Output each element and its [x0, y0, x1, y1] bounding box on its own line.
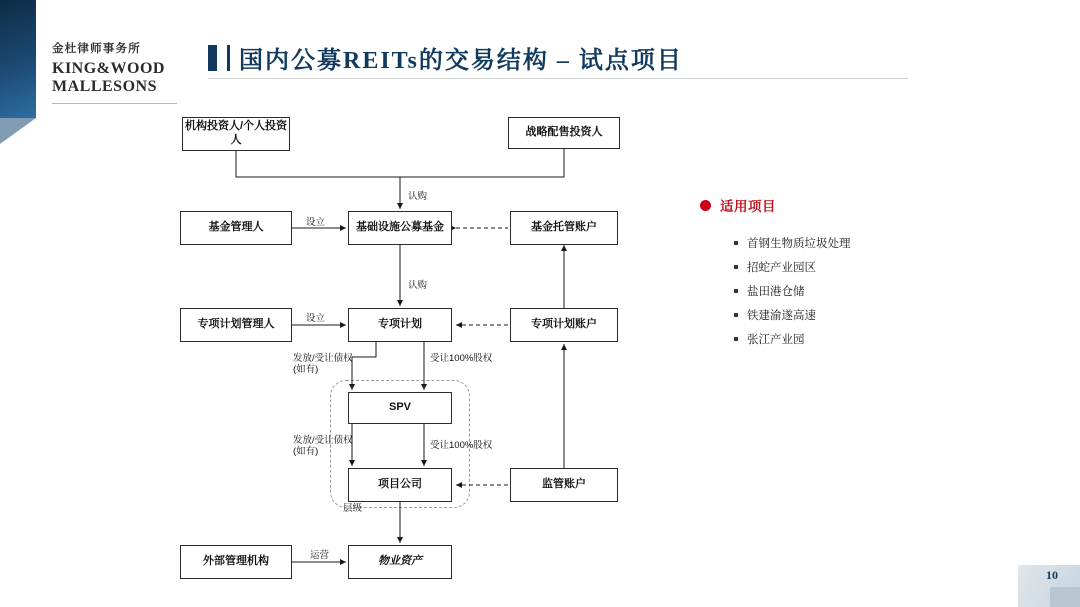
diagram-node-spv: SPV: [348, 392, 452, 424]
page-title-text: 国内公募REITs的交易结构 – 试点项目: [239, 48, 683, 74]
title-divider: [208, 78, 908, 79]
applicable-projects-list: [734, 235, 1030, 347]
diagram-node-external-manager: 外部管理机构: [180, 545, 292, 579]
diagram-node-abs-account: 专项计划账户: [510, 308, 618, 342]
edge-label-loan-1: 发放/受让债权 (如有): [293, 353, 353, 376]
bullet-icon: [734, 241, 738, 245]
diagram-node-abs-plan: 专项计划: [348, 308, 452, 342]
edge-label-loan-2: 发放/受让债权 (如有): [293, 435, 353, 458]
bullet-icon: [734, 289, 738, 293]
title-accent-bar: [208, 45, 217, 71]
project-list-item-label: 盐田港仓储: [747, 286, 805, 298]
applicable-projects-header: [700, 195, 1030, 215]
diagram-node-strategic: 战略配售投资人: [508, 117, 620, 149]
title-accent-bar-thin: [227, 45, 230, 71]
project-list-item: [734, 283, 1030, 299]
logo-english-line1: KING&WOOD: [52, 60, 165, 77]
project-list-item-label: 铁建渝遂高速: [747, 310, 816, 322]
edge-label-setup-2: 设立: [306, 313, 326, 324]
red-dot-icon: [700, 200, 711, 211]
diagram-node-fund-manager: 基金管理人: [180, 211, 292, 245]
project-list-item-label: 张江产业园: [747, 334, 805, 346]
edge-label-setup-1: 设立: [306, 217, 326, 228]
bullet-icon: [734, 337, 738, 341]
applicable-projects-title: 适用项目: [720, 199, 776, 214]
project-list-item-label: 首钢生物质垃圾处理: [747, 238, 851, 250]
project-list-item: [734, 259, 1030, 275]
bullet-icon: [734, 265, 738, 269]
diagram-node-fund-custody: 基金托管账户: [510, 211, 618, 245]
edge-label-operate: 运营: [310, 550, 330, 561]
applicable-projects-panel: [700, 195, 1030, 355]
logo-english-line2: MALLESONS: [52, 78, 157, 95]
edge-label-equity-2: 受让100%股权: [430, 440, 493, 451]
edge-label-subscribe-1: 认购: [408, 191, 428, 202]
diagram-node-regulator: 监管账户: [510, 468, 618, 502]
diagram-node-investors: 机构投资人/个人投资人: [182, 117, 290, 151]
page-number: 10: [1046, 568, 1058, 582]
diagram-node-property: 物业资产: [348, 545, 452, 579]
edge-label-subscribe-2: 认购: [408, 280, 428, 291]
reits-structure-diagram: [0, 95, 700, 595]
project-list-item-label: 招蛇产业园区: [747, 262, 816, 274]
edge-label-equity-1: 受让100%股权: [430, 353, 493, 364]
corner-decoration-bottom-right-inner: [1050, 587, 1080, 607]
diagram-node-abs-manager: 专项计划管理人: [180, 308, 292, 342]
project-list-item: [734, 331, 1030, 347]
diagram-node-project-co: 项目公司: [348, 468, 452, 502]
page-title: [208, 40, 683, 75]
bullet-icon: [734, 313, 738, 317]
diagram-connectors: [0, 95, 700, 595]
project-list-item: [734, 307, 1030, 323]
logo-chinese-name: 金杜律师事务所: [52, 43, 141, 55]
edge-label-ownership: 层级: [343, 503, 363, 514]
project-list-item: [734, 235, 1030, 251]
diagram-node-public-fund: 基础设施公募基金: [348, 211, 452, 245]
